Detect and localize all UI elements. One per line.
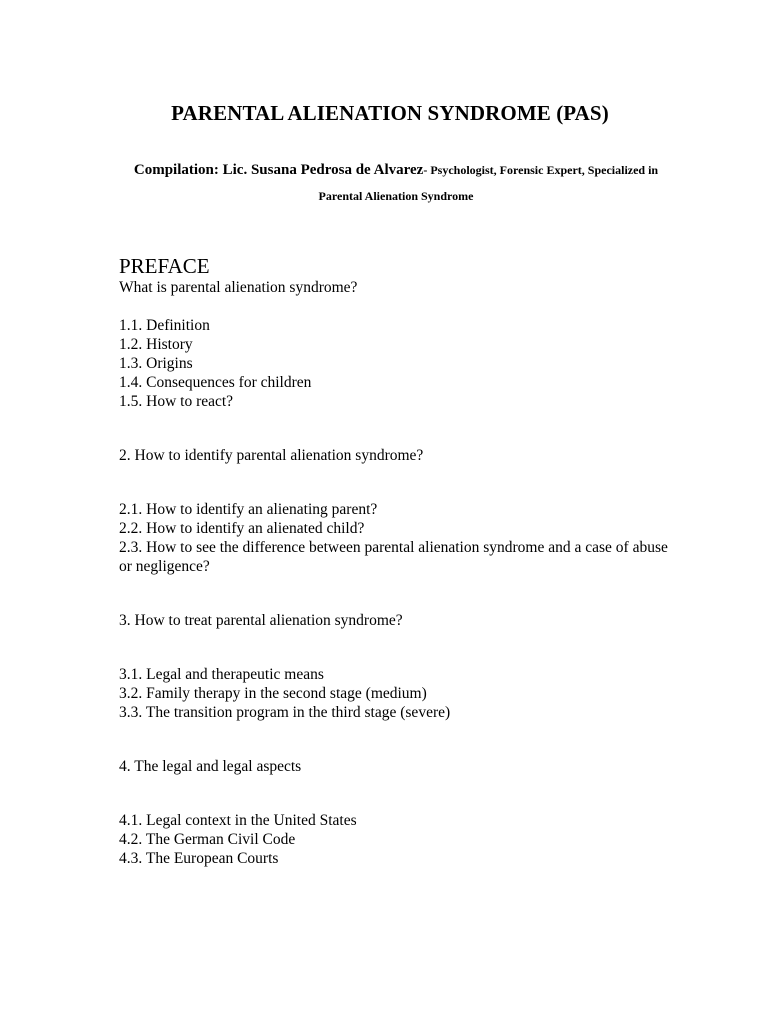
section-heading: 2. How to identify parental alienation syndrome? [119,447,424,464]
preface-heading: PREFACE [119,254,210,278]
toc-item: 1.3. Origins [119,355,193,372]
toc-item: 1.2. History [119,336,193,353]
toc-item: 4.2. The German Civil Code [119,831,296,848]
toc-item: 2.3. How to see the difference between parental alienation syndrome and a case of abuse or negligence? [119,539,668,575]
compilation-author: Compilation: Lic. Susana Pedrosa de Alvarez [133,162,424,178]
compilation-author-role: - Psychologist, Forensic Expert, Specialized in [423,163,659,177]
preface-question: What is parental alienation syndrome? [119,279,358,296]
toc-item: 3.3. The transition program in the third stage (severe) [119,704,451,721]
toc-item: 2.1. How to identify an alienating parent? [119,501,378,518]
toc-item: 4.3. The European Courts [119,850,279,867]
toc-item: 1.1. Definition [119,317,210,334]
toc-item: 1.5. How to react? [119,393,234,410]
compilation-credit [0,157,768,209]
section-heading: 3. How to treat parental alienation syndrome? [119,612,403,629]
toc-item: 4.1. Legal context in the United States [119,812,357,829]
document-title: PARENTAL ALIENATION SYNDROME (PAS) [171,101,609,125]
toc-item: 3.1. Legal and therapeutic means [119,666,324,683]
toc-item: 1.4. Consequences for children [119,374,312,391]
toc-item: 3.2. Family therapy in the second stage (medium) [119,685,427,702]
compilation-specialty: Parental Alienation Syndrome [318,189,474,203]
table-of-contents [119,254,679,868]
toc-item: 2.2. How to identify an alienated child? [119,520,365,537]
section-heading: 4. The legal and legal aspects [119,758,302,775]
